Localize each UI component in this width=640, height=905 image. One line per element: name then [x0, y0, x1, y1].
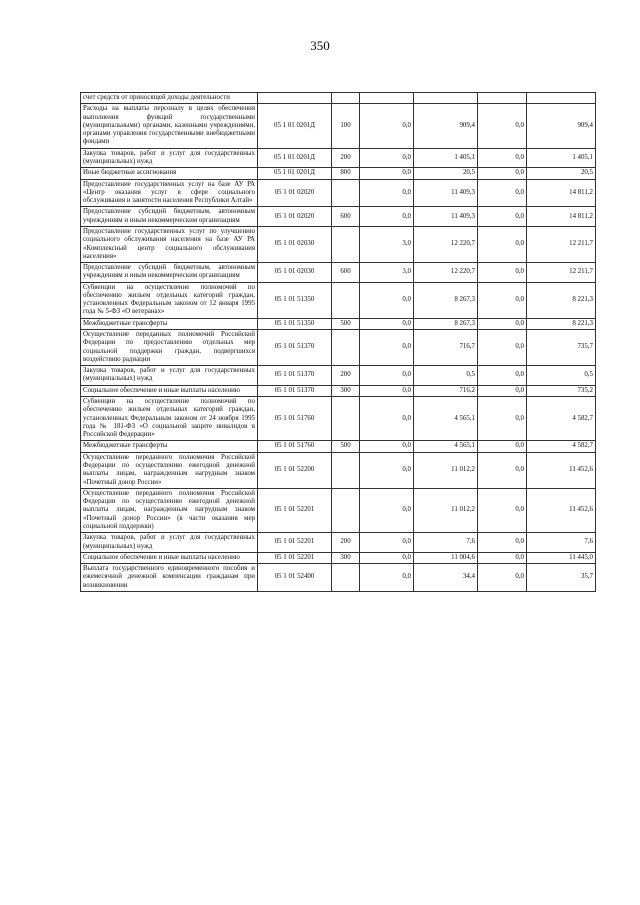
row-value-3-cell: 0,0	[478, 452, 527, 488]
row-value-1-cell: 0,0	[360, 533, 414, 553]
row-name-cell: Межбюджетные трансферты	[81, 441, 258, 452]
table-row	[81, 282, 596, 318]
row-value-4-cell: 7,6	[527, 533, 596, 553]
row-value-2-cell: 716,7	[414, 330, 478, 366]
table-row	[81, 179, 596, 207]
row-value-4-cell: 909,4	[527, 104, 596, 148]
table-row	[81, 488, 596, 532]
row-value-1-cell: 0,0	[360, 168, 414, 179]
row-value-3-cell: 0,0	[478, 226, 527, 262]
row-value-3-cell: 0,0	[478, 564, 527, 592]
row-value-2-cell: 7,6	[414, 533, 478, 553]
row-value-2-cell: 34,4	[414, 564, 478, 592]
row-name-cell: Предоставление субсидий бюджетным, автономным учреждениям и иным некоммерческим организациям	[81, 263, 258, 283]
row-value-2-cell: 0,5	[414, 366, 478, 386]
row-vr-cell	[332, 179, 360, 207]
row-name-cell: Расходы на выплаты персоналу в целях обеспечения выполнения функций государственными (муниципальными) органами, казенными учреждениями, органами управления государственными внебюджетными фондами	[81, 104, 258, 148]
table-row	[81, 318, 596, 329]
row-value-4-cell: 11 452,6	[527, 488, 596, 532]
row-vr-cell: 300	[332, 385, 360, 396]
row-value-2-cell: 1 405,1	[414, 148, 478, 168]
row-value-3-cell	[478, 93, 527, 104]
row-value-4-cell: 0,5	[527, 366, 596, 386]
table-row	[81, 93, 596, 104]
row-csr-cell: 05 1 01 52201	[258, 488, 332, 532]
row-value-1-cell: 0,0	[360, 488, 414, 532]
table-row	[81, 397, 596, 441]
table-row	[81, 441, 596, 452]
row-vr-cell: 600	[332, 207, 360, 227]
row-value-1-cell: 0,0	[360, 318, 414, 329]
row-name-cell: Межбюджетные трансферты	[81, 318, 258, 329]
row-vr-cell: 200	[332, 366, 360, 386]
row-vr-cell: 500	[332, 318, 360, 329]
row-name-cell: счет средств от приносящей доходы деятельности	[81, 93, 258, 104]
row-value-4-cell: 735,2	[527, 385, 596, 396]
row-value-3-cell: 0,0	[478, 330, 527, 366]
row-csr-cell: 05 1 01 02030	[258, 263, 332, 283]
row-name-cell: Субвенции на осуществление полномочий по обеспечению жильем отдельных категорий граждан, установленных Федеральным законом от 24 ноября 1995 года № 181-ФЗ «О социальной защите инвалидов в Российской Федерации»	[81, 397, 258, 441]
row-name-cell: Закупка товаров, работ и услуг для государственных (муниципальных) нужд	[81, 148, 258, 168]
row-value-3-cell: 0,0	[478, 282, 527, 318]
table-row	[81, 366, 596, 386]
row-csr-cell: 05 1 01 51350	[258, 318, 332, 329]
row-name-cell: Предоставление субсидий бюджетным, автономным учреждениям и иным некоммерческим организациям	[81, 207, 258, 227]
row-value-2-cell: 4 565,1	[414, 441, 478, 452]
row-name-cell: Выплата государственного единовременного пособия и ежемесячной денежной компенсации гражданам при возникновении	[81, 564, 258, 592]
row-vr-cell	[332, 330, 360, 366]
row-value-3-cell: 0,0	[478, 148, 527, 168]
row-value-3-cell: 0,0	[478, 179, 527, 207]
table-row	[81, 207, 596, 227]
row-vr-cell	[332, 564, 360, 592]
row-csr-cell: 05 1 01 51760	[258, 441, 332, 452]
row-name-cell: Осуществление переданного полномочия Российской Федерации по осуществлению ежегодной денежной выплаты лицам, награжденным нагрудным знаком «Почетный донор России»	[81, 452, 258, 488]
row-value-4-cell: 12 211,7	[527, 226, 596, 262]
row-value-4-cell: 11 445,0	[527, 552, 596, 563]
table-row	[81, 226, 596, 262]
row-vr-cell: 100	[332, 104, 360, 148]
table-row	[81, 564, 596, 592]
row-value-1-cell: 0,0	[360, 330, 414, 366]
row-csr-cell: 05 1 01 52201	[258, 533, 332, 553]
row-value-2-cell: 8 267,3	[414, 318, 478, 329]
row-csr-cell: 05 1 01 52200	[258, 452, 332, 488]
row-value-4-cell: 12 211,7	[527, 263, 596, 283]
table-row	[81, 104, 596, 148]
row-value-2-cell: 12 220,7	[414, 263, 478, 283]
budget-table-body	[81, 93, 596, 592]
row-value-3-cell: 0,0	[478, 168, 527, 179]
row-value-3-cell: 0,0	[478, 207, 527, 227]
row-name-cell: Предоставление государственных услуг по улучшению социального обслуживания населения на базе АУ РА «Комплексный центр социального обслуживания населения»	[81, 226, 258, 262]
row-value-2-cell	[414, 93, 478, 104]
row-vr-cell: 600	[332, 263, 360, 283]
row-vr-cell	[332, 282, 360, 318]
row-vr-cell	[332, 397, 360, 441]
row-value-2-cell: 4 565,1	[414, 397, 478, 441]
row-vr-cell: 200	[332, 148, 360, 168]
row-value-3-cell: 0,0	[478, 441, 527, 452]
row-value-2-cell: 12 220,7	[414, 226, 478, 262]
row-name-cell: Социальное обеспечение и иные выплаты населению	[81, 552, 258, 563]
row-value-1-cell: 0,0	[360, 104, 414, 148]
row-vr-cell	[332, 452, 360, 488]
row-value-2-cell: 8 267,3	[414, 282, 478, 318]
table-row	[81, 168, 596, 179]
table-row	[81, 452, 596, 488]
row-value-1-cell: 0,0	[360, 366, 414, 386]
row-vr-cell	[332, 93, 360, 104]
row-csr-cell: 05 1 01 51370	[258, 366, 332, 386]
row-value-4-cell: 8 221,3	[527, 282, 596, 318]
row-value-2-cell: 909,4	[414, 104, 478, 148]
table-row	[81, 533, 596, 553]
row-value-4-cell: 735,7	[527, 330, 596, 366]
row-csr-cell: 05 1 01 0201Д	[258, 168, 332, 179]
row-value-4-cell: 14 811,2	[527, 207, 596, 227]
row-value-4-cell: 20,5	[527, 168, 596, 179]
table-row	[81, 263, 596, 283]
row-name-cell: Социальное обеспечение и иные выплаты населению	[81, 385, 258, 396]
row-value-4-cell: 14 811,2	[527, 179, 596, 207]
row-value-1-cell	[360, 93, 414, 104]
row-vr-cell	[332, 488, 360, 532]
row-csr-cell	[258, 93, 332, 104]
table-row	[81, 552, 596, 563]
row-csr-cell: 05 1 01 51370	[258, 385, 332, 396]
row-value-2-cell: 20,5	[414, 168, 478, 179]
row-csr-cell: 05 1 01 51760	[258, 397, 332, 441]
row-value-1-cell: 0,0	[360, 179, 414, 207]
page-number: 350	[310, 38, 330, 53]
row-csr-cell: 05 1 01 52201	[258, 552, 332, 563]
row-csr-cell: 05 1 01 0201Д	[258, 104, 332, 148]
row-csr-cell: 05 1 01 51350	[258, 282, 332, 318]
row-vr-cell: 500	[332, 441, 360, 452]
row-value-4-cell	[527, 93, 596, 104]
row-vr-cell	[332, 226, 360, 262]
row-value-3-cell: 0,0	[478, 263, 527, 283]
table-row	[81, 330, 596, 366]
row-value-2-cell: 11 409,3	[414, 207, 478, 227]
row-csr-cell: 05 1 01 02030	[258, 226, 332, 262]
row-value-2-cell: 716,2	[414, 385, 478, 396]
row-name-cell: Осуществление переданного полномочия Российской Федерации по осуществлению ежегодной денежной выплаты лицам, награжденным нагрудным знаком «Почетный донор России» (в части оказания мер социальной поддержки)	[81, 488, 258, 532]
row-csr-cell: 05 1 01 02020	[258, 207, 332, 227]
row-value-1-cell: 0,0	[360, 441, 414, 452]
row-csr-cell: 05 1 01 02020	[258, 179, 332, 207]
row-vr-cell: 800	[332, 168, 360, 179]
row-csr-cell: 05 1 01 51370	[258, 330, 332, 366]
row-value-3-cell: 0,0	[478, 385, 527, 396]
row-value-3-cell: 0,0	[478, 397, 527, 441]
row-value-4-cell: 4 582,7	[527, 441, 596, 452]
row-value-2-cell: 11 409,3	[414, 179, 478, 207]
row-value-4-cell: 35,7	[527, 564, 596, 592]
row-name-cell: Закупка товаров, работ и услуг для государственных (муниципальных) нужд	[81, 533, 258, 553]
row-value-1-cell: 0,0	[360, 564, 414, 592]
row-value-4-cell: 11 452,6	[527, 452, 596, 488]
budget-table	[80, 92, 596, 592]
row-value-4-cell: 1 405,1	[527, 148, 596, 168]
row-value-3-cell: 0,0	[478, 318, 527, 329]
row-value-4-cell: 8 221,3	[527, 318, 596, 329]
row-value-1-cell: 0,0	[360, 385, 414, 396]
row-value-3-cell: 0,0	[478, 552, 527, 563]
row-value-3-cell: 0,0	[478, 488, 527, 532]
row-value-2-cell: 11 012,2	[414, 452, 478, 488]
row-value-1-cell: 0,0	[360, 207, 414, 227]
row-vr-cell: 300	[332, 552, 360, 563]
row-value-1-cell: 0,0	[360, 552, 414, 563]
table-row	[81, 148, 596, 168]
row-value-3-cell: 0,0	[478, 104, 527, 148]
row-name-cell: Закупка товаров, работ и услуг для государственных (муниципальных) нужд	[81, 366, 258, 386]
row-value-2-cell: 11 004,6	[414, 552, 478, 563]
row-csr-cell: 05 1 01 0201Д	[258, 148, 332, 168]
row-value-1-cell: 0,0	[360, 452, 414, 488]
row-vr-cell: 200	[332, 533, 360, 553]
table-row	[81, 385, 596, 396]
row-value-2-cell: 11 012,2	[414, 488, 478, 532]
row-name-cell: Субвенции на осуществление полномочий по обеспечению жильем отдельных категорий граждан, установленных Федеральным законом от 12 января 1995 года № 5-ФЗ «О ветеранах»	[81, 282, 258, 318]
row-name-cell: Предоставление государственных услуг на базе АУ РА «Центр оказания услуг в сфере социального обслуживания и занятости населения Республики Алтай»	[81, 179, 258, 207]
row-value-3-cell: 0,0	[478, 366, 527, 386]
row-value-1-cell: 0,0	[360, 397, 414, 441]
row-value-1-cell: 3,0	[360, 263, 414, 283]
row-csr-cell: 05 1 01 52400	[258, 564, 332, 592]
row-value-1-cell: 0,0	[360, 148, 414, 168]
row-name-cell: Иные бюджетные ассигнования	[81, 168, 258, 179]
row-value-3-cell: 0,0	[478, 533, 527, 553]
row-value-4-cell: 4 582,7	[527, 397, 596, 441]
row-value-1-cell: 0,0	[360, 282, 414, 318]
row-name-cell: Осуществление переданных полномочий Российской Федерации по предоставлению отдельных мер социальной поддержки граждан, подвергшихся воздействию радиации	[81, 330, 258, 366]
row-value-1-cell: 3,0	[360, 226, 414, 262]
